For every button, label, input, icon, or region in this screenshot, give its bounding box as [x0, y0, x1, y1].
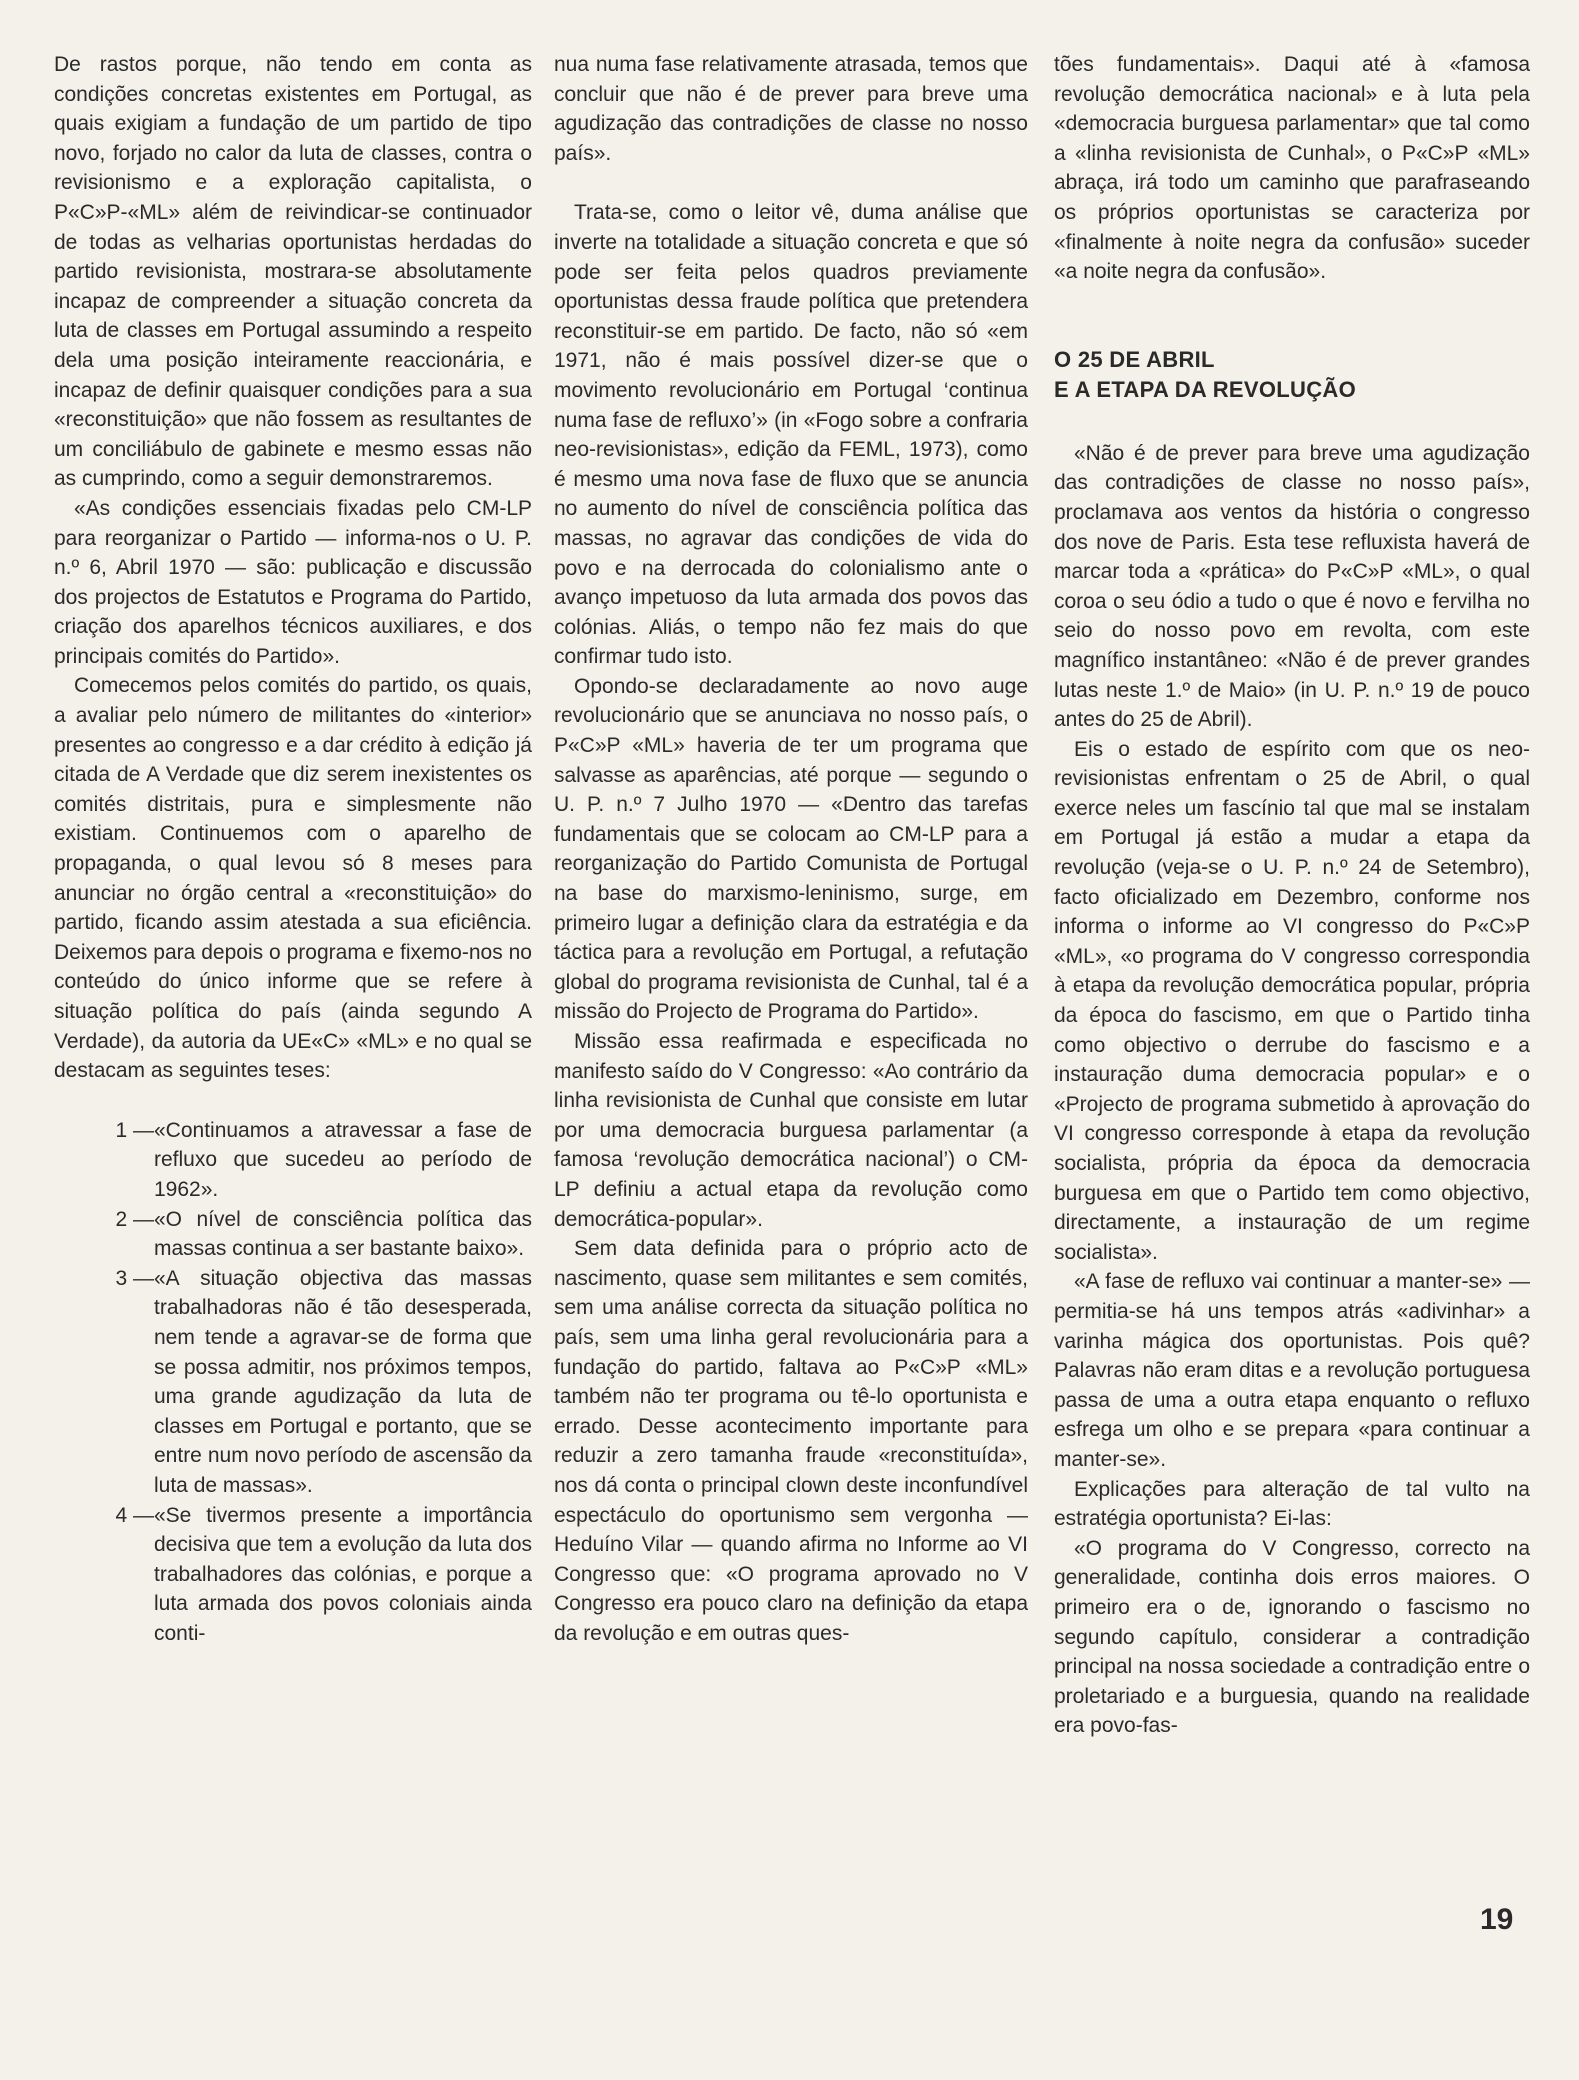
paragraph: «O programa do V Congresso, correcto na generalidade, continha dois erros maiores. O primeiro era o de, ignorando o fascismo no segundo capítulo, considerar a contradição principal na nossa sociedade a contradição entre o proletariado e a burguesia, quando na realidade era povo-fas- [1054, 1536, 1530, 1738]
section-heading-line: E A ETAPA DA REVOLUÇÃO [1054, 376, 1356, 402]
section-heading-line: O 25 DE ABRIL [1054, 346, 1215, 372]
numbered-thesis [54, 1264, 532, 1501]
paragraph: «As condições essenciais fixadas pelo CM-LP para reorganizar o Partido — informa-nos o U. P. n.º 6, Abril 1970 — são: publicação e discussão dos projectos de Estatutos e Programa do Partido, criação dos aparelhos técnicos auxiliares, e dos principais comités do Partido». [54, 496, 532, 668]
thesis-text: «Se tivermos presente a importância decisiva que tem a evolução da luta dos trabalhadores das colónias, e porque a luta armada dos povos coloniais ainda conti- [154, 1503, 532, 1645]
paragraph: Eis o estado de espírito com que os neo-revisionistas enfrentam o 25 de Abril, o qual exerce neles um fascínio tal que mal se instalam em Portugal já estão a mudar a etapa da revolução (veja-se o U. P. n.º 24 de Setembro), facto oficializado em Dezembro, conforme nos informa o informe ao VI congresso do P«C»P «ML», «o programa do V congresso correspondia à etapa da revolução democrática popular, própria da época do fascismo, em que o Partido tinha como objectivo o derrube do fascismo e a instauração duma democracia popular» e o «Projecto de programa submetido à aprovação do VI congresso corresponde à etapa da revolução socialista, própria da época da democracia burguesa em que o Partido tem como objectivo, directamente, a instauração de um regime socialista». [1054, 737, 1530, 1264]
text-column-2 [554, 50, 1028, 1648]
numbered-thesis [54, 1116, 532, 1205]
text-column-3 [1054, 50, 1530, 1741]
paragraph: Opondo-se declaradamente ao novo auge revolucionário que se anunciava no nosso país, o P«C»P «ML» haveria de ter um programa que salvasse as aparências, até porque — segundo o U. P. n.º 7 Julho 1970 — «Dentro das tarefas fundamentais que se colocam ao CM-LP para a reorganização do Partido Comunista de Portugal na base do marxismo-leninismo, surge, em primeiro lugar a definição clara da estratégia e da táctica para a revolução em Portugal, a refutação global do programa revisionista de Cunhal, tal é a missão do Projecto de Programa do Partido». [554, 674, 1028, 1024]
paragraph: Trata-se, como o leitor vê, duma análise que inverte na totalidade a situação concreta e que só pode ser feita pelos quadros previamente oportunistas dessa fraude política que pretendera reconstituir-se em partido. De facto, não só «em 1971, não é mais possível dizer-se que o movimento revolucionário em Portugal ‘continua numa fase de refluxo’» (in «Fogo sobre a confraria neo-revisionistas», edição da FEML, 1973), como é mesmo uma nova fase de fluxo que se anuncia no aumento do nível de consciência política das massas, no agravar das condições de vida do povo e na derrocada do colonialismo ante o avanço impetuoso da luta armada dos povos das colónias. Aliás, o tempo não fez mais do que confirmar tudo isto. [554, 201, 1028, 669]
paragraph: nua numa fase relativamente atrasada, temos que concluir que não é de prever para breve uma agudização das contradições de classe no nosso país». [554, 53, 1028, 165]
paragraph: Explicações para alteração de tal vulto na estratégia oportunista? Ei-las: [1054, 1477, 1530, 1531]
page-number: 19 [1480, 1903, 1514, 1936]
thesis-number: 4 — [115, 1503, 154, 1527]
spacer [54, 1086, 532, 1116]
spacer [1054, 287, 1530, 345]
paragraph: Sem data definida para o próprio acto de nascimento, quase sem militantes e sem comités, sem uma análise correcta da situação política no país, sem uma linha geral revolucionária para a fundação do partido, faltava ao P«C»P «ML» também não ter programa ou tê-lo oportunista e errado. Desse acontecimento importante para reduzir a zero tamanha fraude «reconstituída», nos dá conta o principal clown deste inconfundível espectáculo do oportunismo sem vergonha — Heduíno Vilar — quando afirma no Informe ao VI Congresso que: «O programa aprovado no V Congresso era pouco claro na definição da etapa da revolução e em outras ques- [554, 1237, 1028, 1645]
thesis-number: 1 — [115, 1118, 154, 1142]
thesis-number: 2 — [115, 1207, 154, 1231]
thesis-text: «O nível de consciência política das massas continua a ser bastante baixo». [154, 1207, 532, 1261]
thesis-text: «Continuamos a atravessar a fase de refluxo que sucedeu ao período de 1962». [154, 1118, 532, 1201]
paragraph: Comecemos pelos comités do partido, os quais, a avaliar pelo número de militantes do «interior» presentes ao congresso e a dar crédito à edição já citada de A Verdade que diz serem inexistentes os comités distritais, pura e simplesmente não existiam. Continuemos com o aparelho de propaganda, o qual levou só 8 meses para anunciar no órgão central a «reconstituição» do partido, ficando assim atestada a sua eficiência. Deixemos para depois o programa e fixemo-nos no conteúdo do único informe que se refere à situação política do país (ainda segundo A Verdade), da autoria da UE«C» «ML» e no qual se destacam as seguintes teses: [54, 674, 532, 1083]
numbered-thesis [54, 1205, 532, 1264]
thesis-text: «A situação objectiva das massas trabalhadoras não é tão desesperada, nem tende a agravar-se de forma que se possa admitir, nos próximos tempos, uma grande agudização da luta de classes em Portugal e portanto, que se entre num novo período de ascensão da luta de massas». [154, 1266, 532, 1497]
paragraph: De rastos porque, não tendo em conta as condições concretas existentes em Portugal, as quais exigiam a fundação de um partido de tipo novo, forjado no calor da luta de classes, contra o revisionismo e a exploração capitalista, o P«C»P-«ML» além de reivindicar-se continuador de todas as velharias oportunistas herdadas do partido revisionista, mostrara-se absolutamente incapaz de compreender a situação concreta da luta de classes em Portugal assumindo a respeito dela uma posição inteiramente reaccionária, e incapaz de definir quaisquer condições para a sua «reconstituição» que não fossem as resultantes de um conciliábulo de gabinete e mesmo essas não as cumprindo, como a seguir demonstraremos. [54, 53, 532, 491]
spacer [554, 168, 1028, 198]
numbered-thesis [54, 1501, 532, 1649]
paragraph: tões fundamentais». Daqui até à «famosa revolução democrática nacional» e à luta pela «democracia burguesa parlamentar» que tal como a «linha revisionista de Cunhal», o P«C»P «ML» abraça, irá todo um caminho que parafraseando os próprios oportunistas se caracteriza por «finalmente à noite negra da confusão» suceder «a noite negra da confusão». [1054, 53, 1530, 284]
thesis-number: 3 — [115, 1266, 154, 1290]
spacer [1054, 405, 1530, 439]
text-column-1 [54, 50, 532, 1648]
paragraph: Missão essa reafirmada e especificada no manifesto saído do V Congresso: «Ao contrário da linha revisionista de Cunhal que consiste em lutar por uma democracia burguesa parlamentar (a famosa ‘revolução democrática nacional’) o CM-LP definiu a actual etapa da revolução como democrática-popular». [554, 1030, 1028, 1231]
paragraph: «Não é de prever para breve uma agudização das contradições de classe no nosso país», proclamava aos ventos da história o congresso dos nove de Paris. Esta tese refluxista haverá de marcar toda a «prática» do P«C»P «ML», o qual coroa o seu ódio a tudo o que é novo e fervilha no seio do nosso povo em revolta, com este magnífico instantâneo: «Não é de prever grandes lutas neste 1.º de Maio» (in U. P. n.º 19 de pouco antes do 25 de Abril). [1054, 441, 1530, 732]
paragraph: «A fase de refluxo vai continuar a manter-se» — permitia-se há uns tempos atrás «adivinhar» a varinha mágica dos oportunistas. Pois quê? Palavras não eram ditas e a revolução portuguesa passa de uma a outra etapa enquanto o refluxo esfrega um olho e se prepara «para continuar a manter-se». [1054, 1270, 1530, 1471]
